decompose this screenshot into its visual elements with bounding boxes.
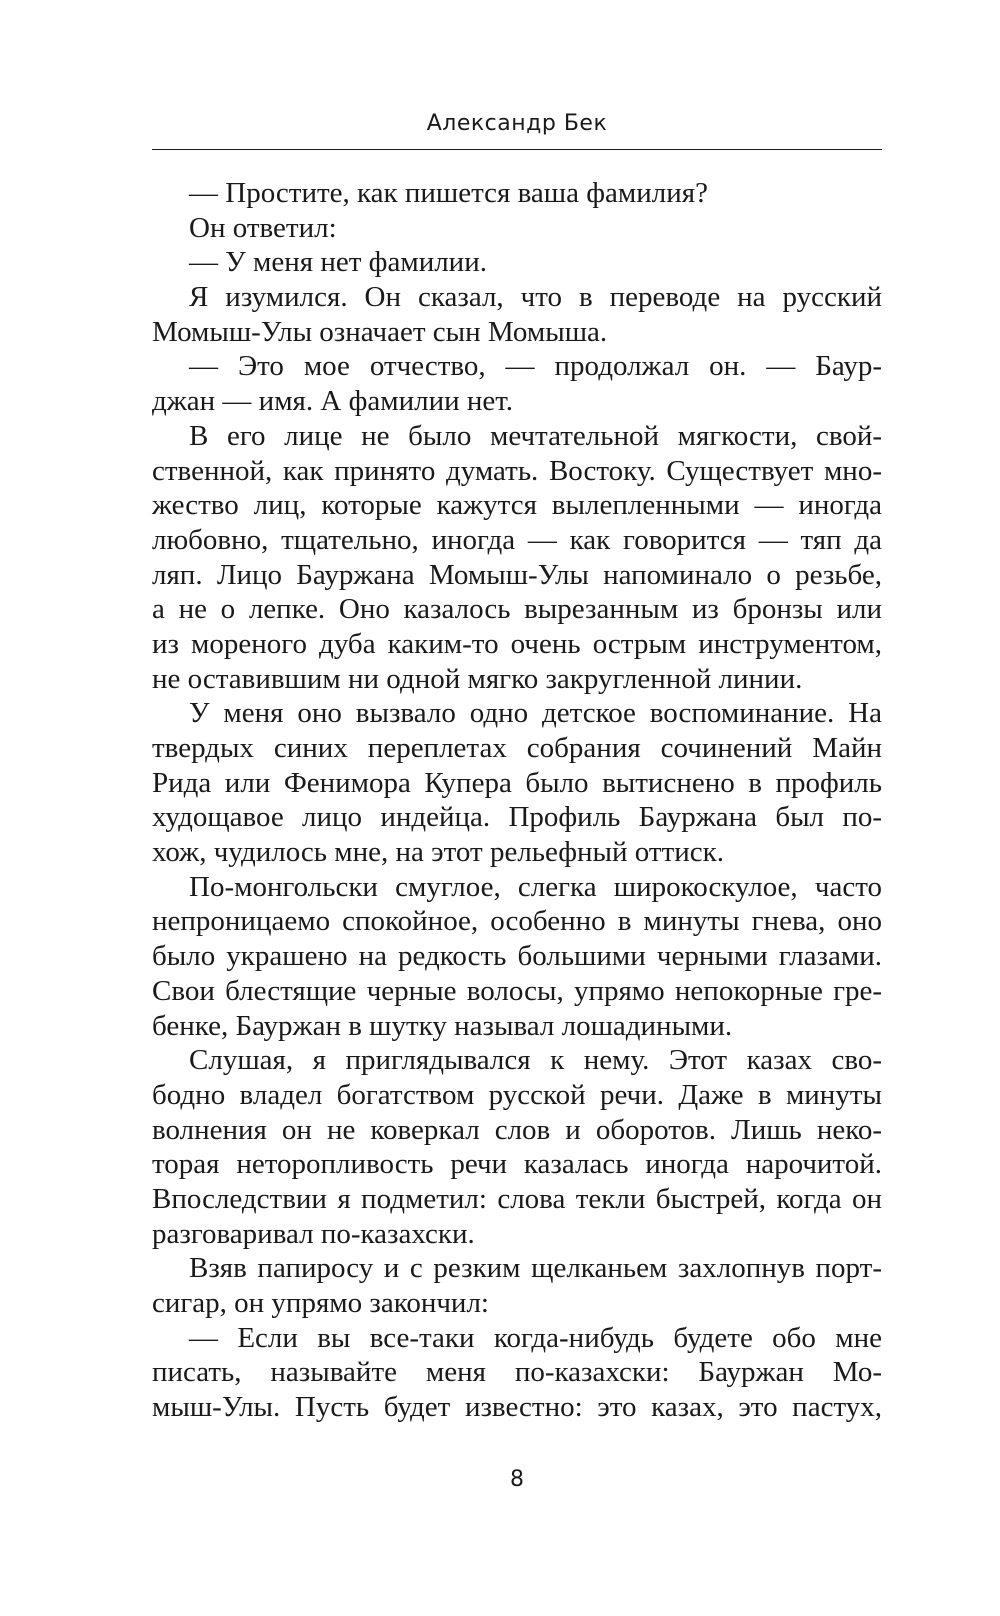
text-line: мыш-Улы. Пусть будет известно: это казах, это пастух, (152, 1391, 882, 1424)
text-line: а не о лепке. Оно казалось вырезанным из бронзы или (152, 593, 882, 626)
text-line: ственной, как принято думать. Востоку. Существует мно- (152, 454, 882, 487)
text-line: Взяв папиросу и с резким щелканьем захлопнув порт- (189, 1252, 882, 1285)
text-line: не оставившим ни одной мягко закругленной линии. (152, 662, 803, 695)
text-line: — Это мое отчество, — продолжал он. — Баур- (189, 350, 882, 383)
text-line: твердых синих переплетах собрания сочинений Майн (152, 732, 882, 764)
text-line: Он ответил: (189, 211, 337, 244)
text-line: волнения он не коверкал слов и оборотов. Лишь неко- (152, 1113, 882, 1146)
header-rule (152, 149, 882, 150)
text-line: Свои блестящие черные волосы, упрямо непокорные гре- (152, 974, 882, 1007)
text-line: В его лице не было мечтательной мягкости, свой- (189, 419, 882, 452)
text-line: было украшено на редкость большими черными глазами. (152, 940, 882, 973)
text-line: бенке, Бауржан в шутку называл лошадиными. (152, 1009, 733, 1042)
text-line: Момыш-Улы означает сын Момыша. (152, 315, 608, 348)
text-line: торая неторопливость речи казалась иногда нарочитой. (152, 1148, 882, 1181)
text-line: джан — имя. А фамилии нет. (152, 385, 514, 418)
text-line: любовно, тщательно, иногда — как говорится — тяп да (152, 523, 882, 556)
text-line: сигар, он упрямо закончил: (152, 1287, 489, 1319)
text-line: жество лиц, которые кажутся вылепленными — иногда (152, 489, 882, 522)
text-line: худощавое лицо индейца. Профиль Бауржана был по- (152, 801, 882, 834)
text-line: хож, чудилось мне, на этот рельефный оттиск. (152, 836, 724, 869)
text-line: Слушая, я приглядывался к нему. Этот казах сво- (189, 1044, 882, 1077)
text-line: ляп. Лицо Бауржана Момыш-Улы напоминало о резьбе, (152, 558, 882, 591)
text-line: — У меня нет фамилии. (189, 246, 487, 279)
text-line: Впоследствии я подметил: слова текли быстрей, когда он (152, 1182, 882, 1215)
running-head: Александр Бек (426, 111, 608, 136)
text-line: У меня оно вызвало одно детское воспоминание. На (189, 697, 882, 730)
text-line: — Если вы все-таки когда-нибудь будете обо мне (189, 1321, 882, 1354)
text-line: По-монгольски смуглое, слегка широкоскулое, часто (189, 870, 882, 903)
text-line: писать, называйте меня по-казахски: Бауржан Мо- (152, 1356, 882, 1389)
page-number: 8 (510, 1467, 524, 1492)
text-line: непроницаемо спокойное, особенно в минуты гнева, оно (152, 905, 882, 938)
text-line: разговаривал по-казахски. (152, 1217, 475, 1250)
text-line: Я изумился. Он сказал, что в переводе на русский (189, 281, 882, 314)
text-line: бодно владел богатством русской речи. Даже в минуты (152, 1078, 882, 1111)
body-text (152, 176, 882, 1425)
text-line: — Простите, как пишется ваша фамилия? (189, 177, 708, 209)
text-line: из мореного дуба каким-то очень острым инструментом, (152, 627, 882, 660)
text-line: Рида или Фенимора Купера было вытиснено в профиль (152, 766, 882, 799)
